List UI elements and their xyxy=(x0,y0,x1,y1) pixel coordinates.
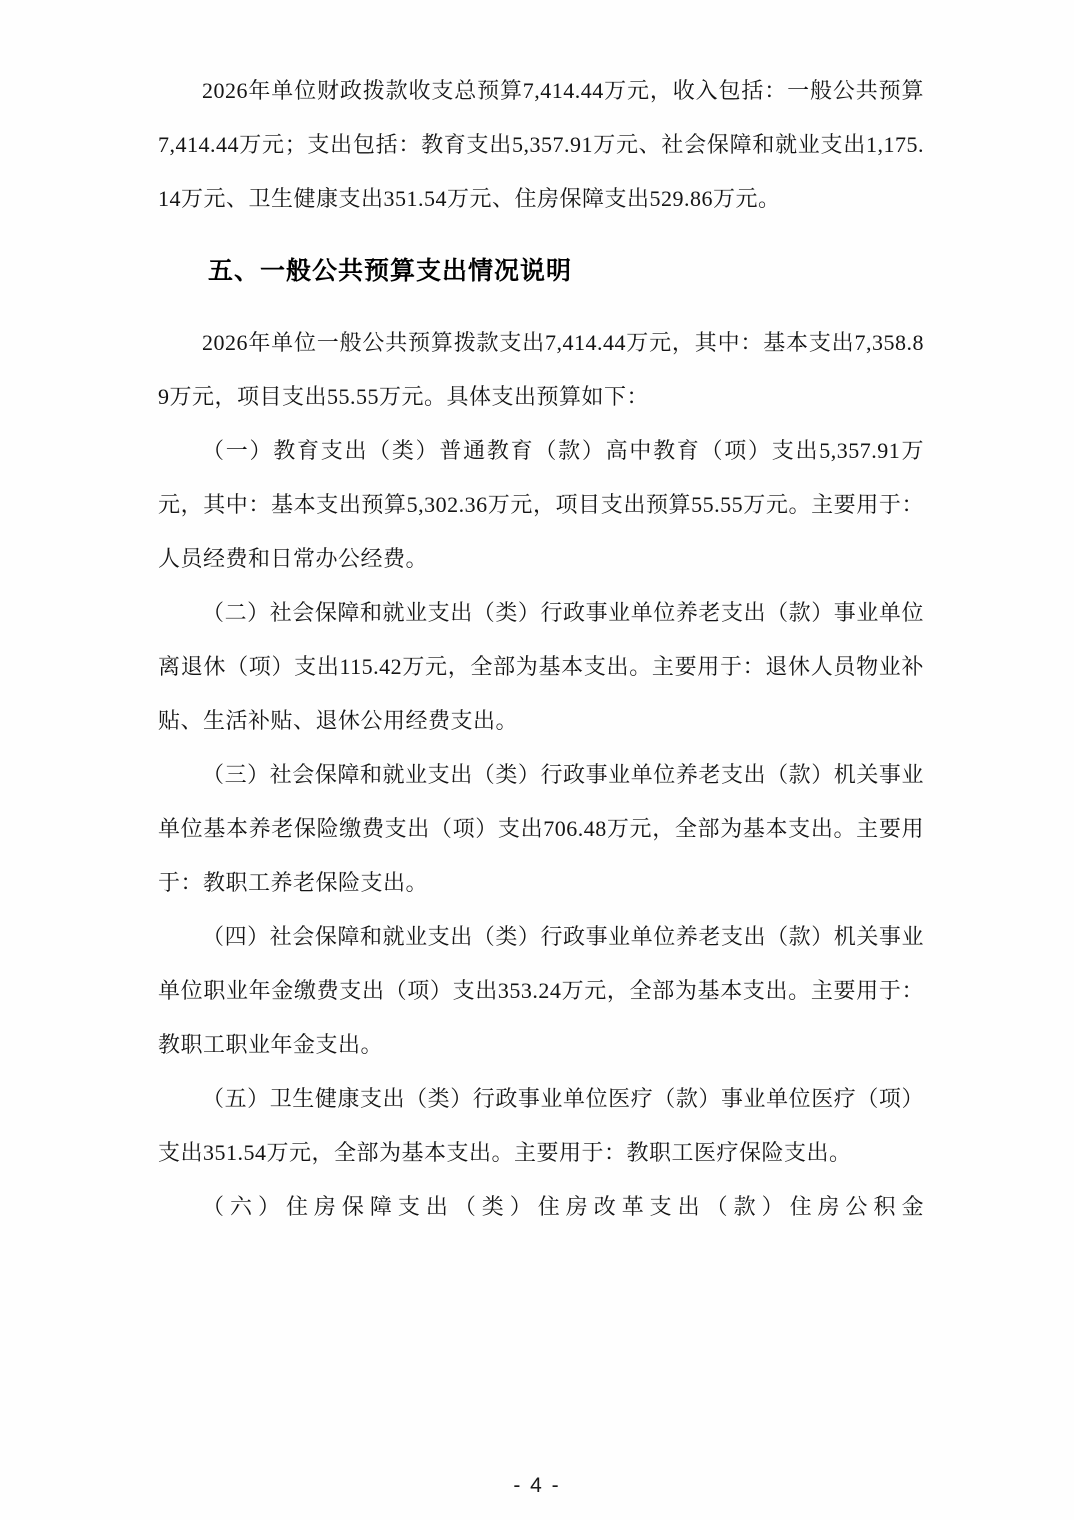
expenditure-item-6-housing-truncated: （六）住房保障支出（类）住房改革支出（款）住房公积金 xyxy=(202,1194,924,1219)
expenditure-item-1-education: （一）教育支出（类）普通教育（款）高中教育（项）支出5,357.91万元，其中：基本支出预算5,302.36万元，项目支出预算55.55万元。主要用于：人员经费和日常办公经费。 xyxy=(158,438,924,571)
page-number: - 4 - xyxy=(513,1474,561,1497)
expenditure-item-3-basic-pension-insurance: （三）社会保障和就业支出（类）行政事业单位养老支出（款）机关事业单位基本养老保险缴费支出（项）支出706.48万元，全部为基本支出。主要用于：教职工养老保险支出。 xyxy=(158,762,924,895)
expenditure-item-2-social-security-retirement: （二）社会保障和就业支出（类）行政事业单位养老支出（款）事业单位离退休（项）支出115.42万元，全部为基本支出。主要用于：退休人员物业补贴、生活补贴、退休公用经费支出。 xyxy=(158,600,924,733)
page-footer xyxy=(0,1474,1074,1498)
expenditure-item-4-occupational-annuity: （四）社会保障和就业支出（类）行政事业单位养老支出（款）机关事业单位职业年金缴费支出（项）支出353.24万元，全部为基本支出。主要用于：教职工职业年金支出。 xyxy=(158,924,924,1057)
paragraph-fiscal-budget-overview: 2026年单位财政拨款收支总预算7,414.44万元，收入包括：一般公共预算7,414.44万元；支出包括：教育支出5,357.91万元、社会保障和就业支出1,175.14万元、卫生健康支出351.54万元、住房保障支出529.86万元。 xyxy=(158,78,924,211)
section-heading-general-public-budget-expenditure: 五、一般公共预算支出情况说明 xyxy=(208,257,573,285)
expenditure-item-5-health: （五）卫生健康支出（类）行政事业单位医疗（款）事业单位医疗（项）支出351.54万元，全部为基本支出。主要用于：教职工医疗保险支出。 xyxy=(158,1086,924,1165)
document-body xyxy=(158,64,924,1234)
paragraph-expenditure-lead: 2026年单位一般公共预算拨款支出7,414.44万元，其中：基本支出7,358.89万元，项目支出55.55万元。具体支出预算如下： xyxy=(158,330,924,409)
